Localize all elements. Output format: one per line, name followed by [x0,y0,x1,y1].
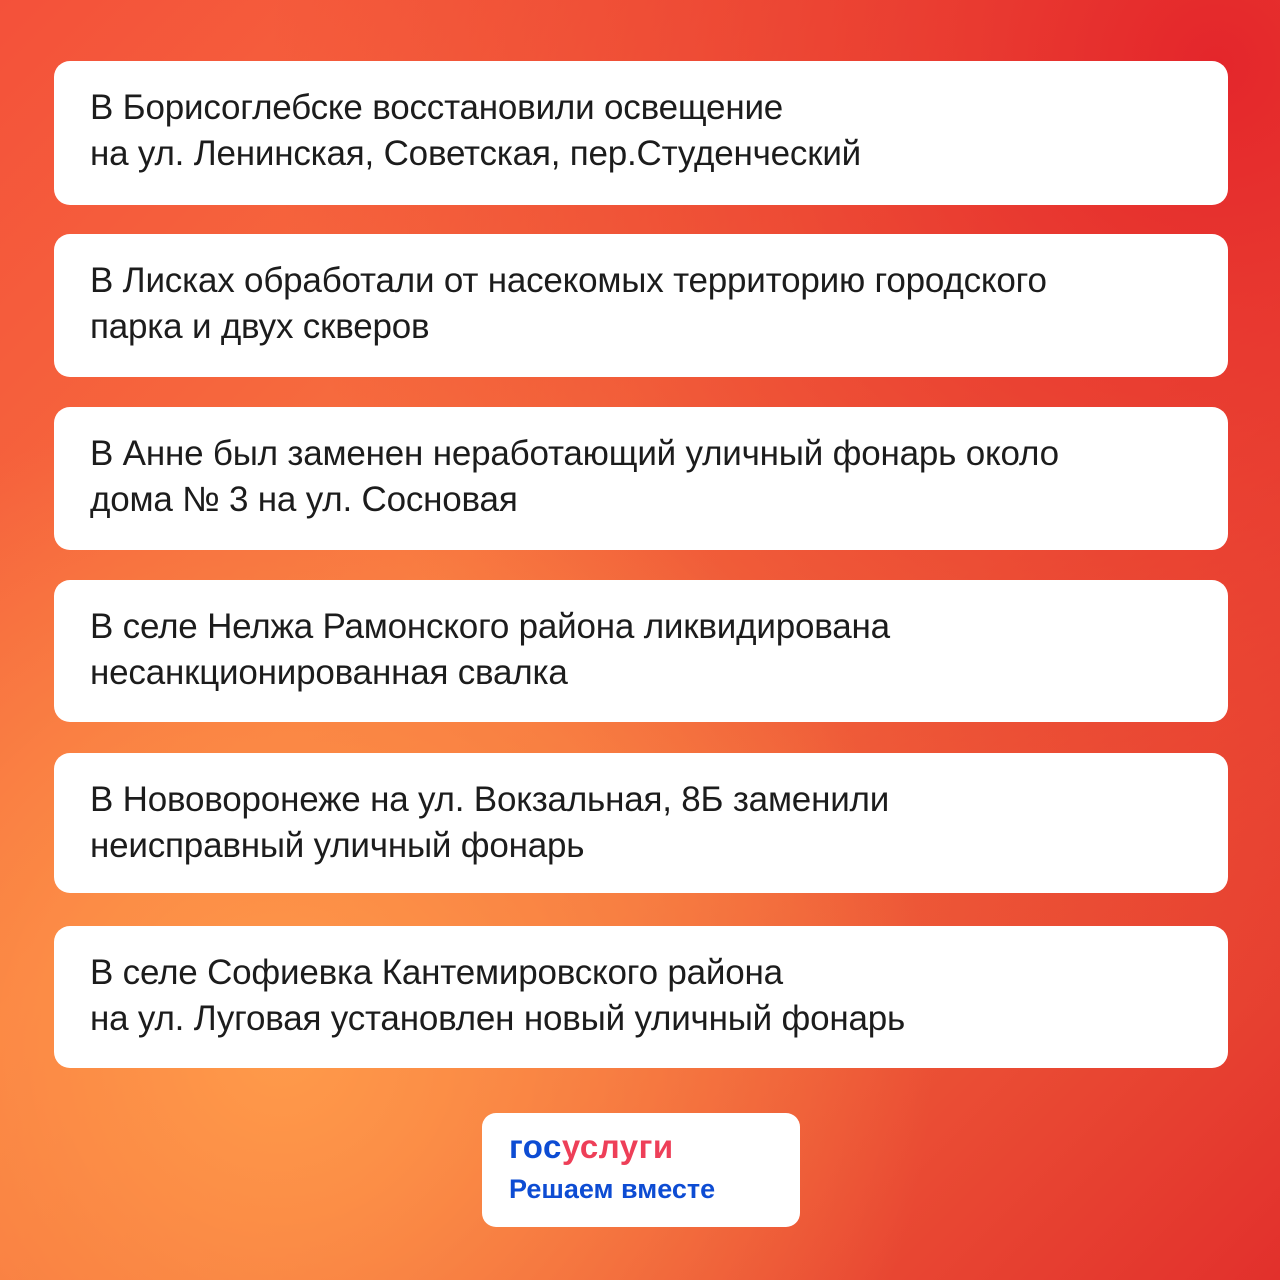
news-line: неисправный уличный фонарь [90,826,585,865]
news-line: парка и двух скверов [90,307,430,346]
news-line: В селе Софиевка Кантемировского района [90,953,783,992]
logo-part-uslugi: услуги [561,1128,674,1165]
news-card-2 [54,234,1228,377]
gosuslugi-badge [482,1113,800,1227]
news-line: В селе Нелжа Рамонского района ликвидирована [90,607,890,646]
news-line: несанкционированная свалка [90,653,568,692]
news-line: на ул. Ленинская, Советская, пер.Студенческий [90,134,862,173]
news-card-5 [54,753,1228,893]
news-card-3 [54,407,1228,550]
news-line: В Лисках обработали от насекомых территорию городского [90,261,1047,300]
news-text [90,604,1198,696]
news-line: В Борисоглебске восстановили освещение [90,88,784,127]
news-text [90,431,1198,523]
news-text [90,950,1198,1042]
news-text [90,85,1198,177]
news-card-4 [54,580,1228,722]
news-line: В Анне был заменен неработающий уличный фонарь около [90,434,1059,473]
gosuslugi-logo [509,1129,800,1165]
news-line: дома № 3 на ул. Сосновая [90,480,518,519]
news-line: В Нововоронеже на ул. Вокзальная, 8Б заменили [90,780,890,819]
brand-slogan: Решаем вместе [509,1174,716,1204]
news-line: на ул. Луговая установлен новый уличный фонарь [90,999,906,1038]
news-card-6 [54,926,1228,1068]
news-text [90,258,1198,350]
logo-part-gos: гос [509,1128,562,1165]
news-card-1 [54,61,1228,205]
news-text [90,777,1198,869]
